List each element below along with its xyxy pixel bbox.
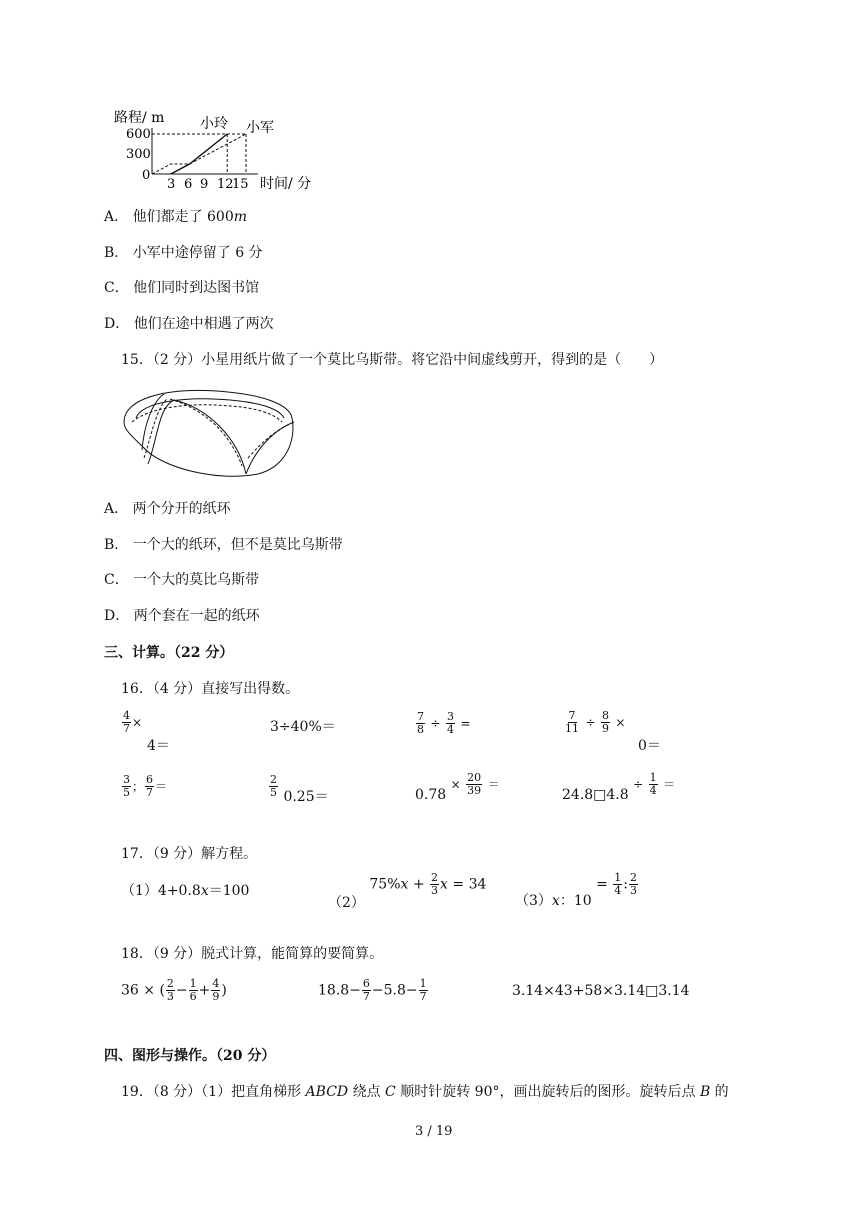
- fraction: $\frac{1}{4}$: [614, 871, 622, 897]
- q19-stem: 19．（8 分）（1）把直角梯形 ABCD 绕点 C 顺时针旋转 90°，画出旋转后的图形。旋转后点 B 的: [121, 1084, 729, 1100]
- q16-item-5: $\frac{3}{5}$ ； $\frac{6}{7}$ ＝: [123, 773, 168, 799]
- x-tick-6: 6: [184, 177, 193, 192]
- q18-expression-1: 36 × ( $\frac{2}{3}$ − $\frac{1}{6}$ + $\frac{4}{9}$ ): [121, 977, 227, 1003]
- x-tick-3: 3: [167, 177, 176, 192]
- section-3-heading: 三、计算。（22 分）: [104, 645, 234, 661]
- x-tick-12: 12: [217, 177, 234, 192]
- y-tick-600: 600: [126, 127, 151, 142]
- q17-equation-2: （2） 75%x + $\frac{2}{3}$ x = 34: [328, 871, 487, 911]
- y-tick-300: 300: [126, 147, 151, 162]
- fraction: $\frac{1}{7}$: [419, 977, 427, 1003]
- q16-item-4: $\frac{7}{11}$ ÷ $\frac{8}{9}$ × 0＝: [565, 709, 661, 754]
- fraction: $\frac{7}{11}$: [565, 709, 579, 735]
- q15-stem: 15．（2 分）小星用纸片做了一个莫比乌斯带。将它沿中间虚线剪开，得到的是（ ）: [121, 352, 664, 368]
- fraction: $\frac{4}{7}$: [123, 709, 130, 735]
- fraction: $\frac{2}{3}$: [431, 871, 439, 897]
- fraction: $\frac{3}{5}$: [123, 773, 130, 799]
- fraction: $\frac{3}{4}$: [446, 710, 454, 736]
- series-line-1: [152, 134, 246, 174]
- section-4-heading: 四、图形与操作。（20 分）: [104, 1048, 276, 1064]
- mobius-strip-figure: [118, 378, 304, 482]
- q14-option-c[interactable]: C． 他们同时到达图书馆: [104, 280, 260, 296]
- q15-option-a[interactable]: A． 两个分开的纸环: [104, 501, 231, 517]
- x-tick-9: 9: [200, 177, 209, 192]
- q16-stem: 16．（4 分）直接写出得数。: [121, 681, 300, 697]
- q18-expression-3: 3.14×43+58×3.14□3.14: [512, 983, 690, 999]
- page-number: 3 / 19: [415, 1124, 453, 1139]
- fraction: $\frac{2}{3}$: [166, 977, 174, 1003]
- q17-stem: 17．（9 分）解方程。: [121, 846, 258, 862]
- fraction: $\frac{7}{8}$: [417, 710, 424, 736]
- fraction: $\frac{2}{5}$: [270, 773, 277, 799]
- chart-marks: [152, 134, 246, 174]
- q16-item-3: $\frac{7}{8}$ ÷ $\frac{3}{4}$ =: [417, 710, 471, 736]
- fraction: $\frac{6}{7}$: [362, 977, 370, 1003]
- fraction: $\frac{20}{39}$: [467, 771, 482, 797]
- q15-option-d[interactable]: D． 两个套在一起的纸环: [104, 608, 260, 624]
- fraction: $\frac{2}{3}$: [630, 871, 638, 897]
- q15-option-b[interactable]: B． 一个大的纸环，但不是莫比乌斯带: [104, 537, 343, 553]
- q17-equation-1: （1）4+0.8x＝100: [121, 883, 250, 899]
- q14-option-b[interactable]: B． 小军中途停留了 6 分: [104, 245, 263, 261]
- q16-item-8: 24.8□4.8 ÷ $\frac{1}{4}$ ＝: [562, 771, 676, 803]
- chart-y-axis-label: 路程/ m: [114, 110, 165, 126]
- distance-time-chart: [110, 108, 340, 194]
- q18-expression-2: 18.8− $\frac{6}{7}$ −5.8− $\frac{1}{7}$: [318, 977, 427, 1003]
- q14-option-d[interactable]: D． 他们在途中相遇了两次: [104, 316, 274, 332]
- q14-option-a[interactable]: A． 他们都走了 600m: [104, 209, 248, 225]
- fraction: $\frac{4}{9}$: [212, 977, 220, 1003]
- fraction: $\frac{6}{7}$: [146, 773, 154, 799]
- series-label-xiaoling: 小玲: [200, 116, 228, 132]
- q17-equation-3: （3）x：10 = $\frac{1}{4}$ : $\frac{2}{3}$: [515, 871, 638, 909]
- q15-option-c[interactable]: C． 一个大的莫比乌斯带: [104, 572, 260, 588]
- series-label-xiaojun: 小军: [246, 120, 274, 136]
- chart-x-axis-label: 时间/ 分: [260, 176, 312, 192]
- fraction: $\frac{1}{6}$: [189, 977, 197, 1003]
- fraction: $\frac{8}{9}$: [601, 709, 609, 735]
- fraction: $\frac{1}{4}$: [649, 771, 657, 797]
- q16-item-1: $\frac{4}{7}$ × 4＝: [123, 709, 170, 754]
- q16-item-2: 3÷40%＝: [270, 719, 336, 735]
- q18-stem: 18．（9 分）脱式计算，能简算的要简算。: [121, 946, 384, 962]
- q16-item-6: $\frac{2}{5}$ 0.25＝: [270, 773, 329, 805]
- q16-item-7: 0.78 × $\frac{20}{39}$ ＝: [415, 771, 500, 803]
- y-tick-0: 0: [142, 168, 151, 183]
- x-tick-15: 15: [232, 177, 249, 192]
- series-line-0: [171, 134, 227, 174]
